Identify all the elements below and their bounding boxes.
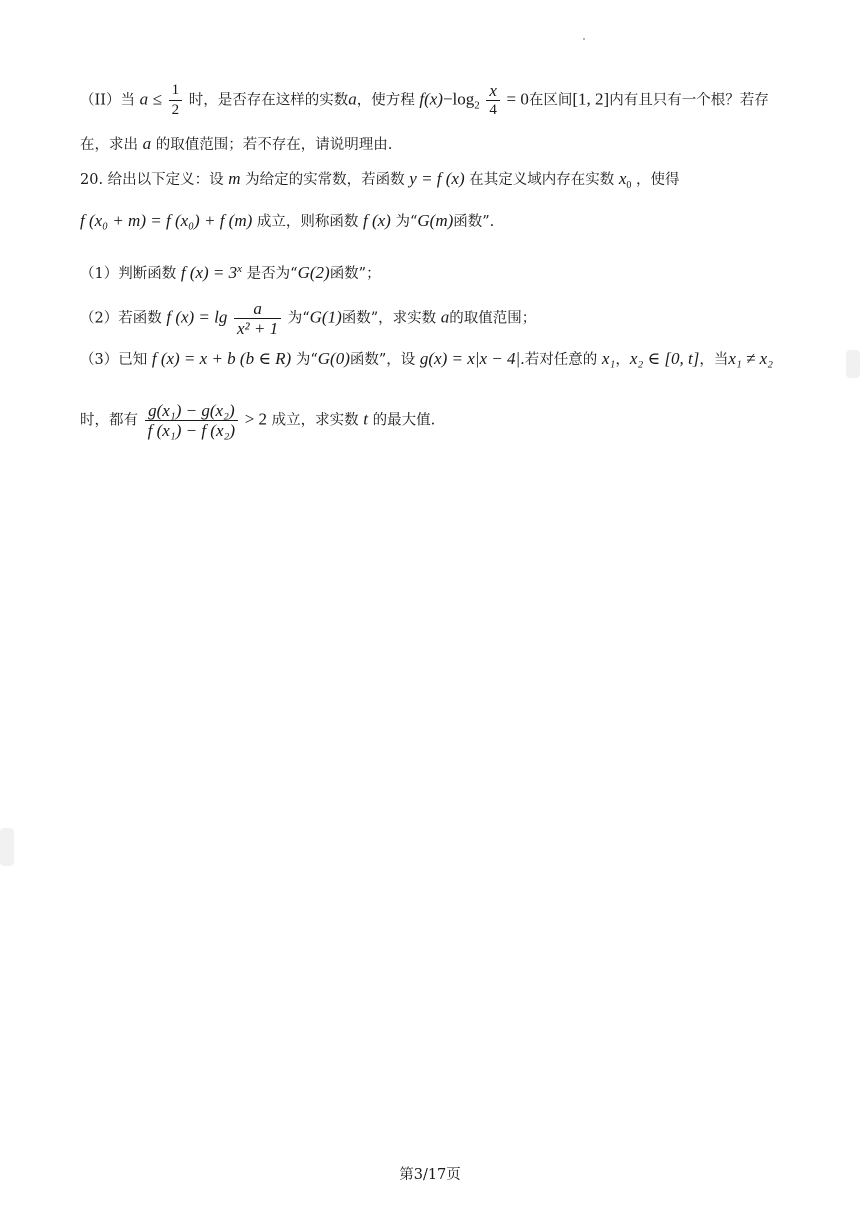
q19-line2-text-2: 的取值范围；若不存在，请说明理由. — [155, 137, 393, 153]
q19-text-3: 在区间 — [528, 92, 573, 109]
q20-intro-text-4: ，使得 — [636, 172, 680, 188]
q19-part2-label: （II）当 — [80, 92, 135, 109]
watermark-left — [0, 828, 14, 866]
q20-intro-x0-sub: 0 — [626, 179, 632, 191]
q19-line2-var: a — [142, 134, 152, 153]
q19-eq-right: = 0 — [506, 89, 529, 109]
q20-def-text-3: 函数”. — [453, 214, 495, 230]
q20-p2-num: a — [234, 300, 281, 319]
q19-line2-text-1: 在，求出 — [80, 137, 138, 153]
q19-cond-den: 2 — [171, 102, 180, 118]
q20-p2-text-1: 为“ — [287, 310, 310, 327]
q20-def-text-2: 为“ — [395, 214, 418, 230]
q20-p3-sep: ， — [615, 352, 630, 368]
q20-p2-fraction — [234, 300, 281, 337]
scan-speck — [583, 38, 585, 40]
q19-cond-le: ≤ — [152, 89, 163, 109]
q20-def-equation: f (x₀ + m) = f (x₀) + f (m) — [80, 211, 253, 230]
q20-p3-var-t: t — [363, 409, 368, 429]
q20-p3-neq: x₁ ≠ x₂ — [728, 349, 774, 368]
q20-p3-fraction — [145, 402, 238, 439]
q20-p3-label: （3）已知 — [80, 352, 148, 368]
q20-p1-g: G(2) — [297, 262, 330, 282]
q20-p3-g: G(0) — [317, 349, 350, 368]
q20-p3-line2-text-3: 的最大值. — [372, 412, 436, 429]
q19-frac-den: 4 — [489, 102, 497, 118]
q20-definition — [80, 210, 494, 233]
q19-frac-num: x — [486, 82, 500, 101]
q19-part2-line1 — [80, 82, 769, 119]
q19-text-2: ，使方程 — [356, 92, 415, 109]
q20-p1-exp: x — [237, 263, 243, 275]
q20-p2-text-3: 的取值范围； — [449, 310, 537, 327]
q20-p1-label: （1）判断函数 — [80, 265, 177, 282]
q20-p2-func: f (x) = lg — [166, 307, 228, 327]
q20-p2-g: G(1) — [309, 307, 342, 327]
q20-p1-func: f (x) = 3 — [180, 262, 238, 282]
q20-part3-line2 — [80, 402, 435, 439]
q20-def-g: G(m) — [417, 211, 454, 230]
q20-intro-func: y = f (x) — [409, 169, 465, 188]
q20-intro-x0: x — [618, 169, 627, 188]
q20-p3-text-4: ，当 — [699, 352, 729, 368]
watermark-right — [846, 350, 860, 378]
q20-p2-text-2: 函数”，求实数 — [341, 310, 437, 327]
q20-p3-x1: x₁ — [601, 349, 616, 368]
q20-p3-line2-text-2: 成立，求实数 — [271, 412, 359, 429]
q19-eq-fraction — [486, 82, 500, 119]
q20-intro — [80, 168, 680, 197]
q20-p1-text-2: 函数”； — [329, 265, 381, 282]
q20-intro-text-2: 为给定的实常数，若函数 — [245, 172, 405, 188]
q20-p3-gt: > 2 — [244, 409, 268, 429]
q19-interval: [1, 2] — [572, 89, 610, 109]
q19-cond-fraction — [169, 82, 183, 119]
q20-p3-text-3: .若对任意的 — [520, 352, 598, 368]
q20-p3-gfunc: g(x) = x|x − 4| — [419, 349, 521, 368]
q19-var-a: a — [348, 89, 357, 109]
q20-p3-x2: x₂ ∈ [0, t] — [629, 349, 700, 368]
q19-log-base: 2 — [474, 99, 480, 112]
q20-intro-text-1: 20. 给出以下定义：设 — [80, 172, 224, 188]
q19-cond-num: 1 — [169, 82, 183, 101]
q20-p2-den: x² + 1 — [237, 319, 279, 338]
q20-p1-text-1: 是否为“ — [246, 265, 298, 282]
q20-p2-var: a — [440, 307, 450, 327]
page-number: 第3/17页 — [399, 1167, 461, 1183]
q20-p2-label: （2）若函数 — [80, 310, 162, 327]
q19-eq-minus-log: −log — [442, 89, 475, 109]
q19-cond-var: a — [139, 89, 149, 109]
q20-part1 — [80, 258, 381, 285]
q20-p3-text-1: 为“ — [295, 352, 318, 368]
q20-part3-line1 — [80, 348, 773, 371]
q20-part2 — [80, 300, 536, 337]
q19-text-4: 内有且只有一个根？若存 — [609, 92, 769, 109]
q20-p3-text-2: 函数”，设 — [349, 352, 416, 368]
q20-p3-frac-num: g(x₁) − g(x₂) — [145, 402, 238, 421]
q20-def-func: f (x) — [363, 211, 391, 230]
q20-p3-line2-text-1: 时，都有 — [80, 412, 138, 429]
q19-eq-left: f(x) — [419, 89, 443, 109]
q19-part2-line2 — [80, 133, 392, 156]
q20-def-text-1: 成立，则称函数 — [256, 214, 359, 230]
q20-p3-func: f (x) = x + b (b ∈ R) — [151, 349, 292, 368]
q20-p3-frac-den: f (x₁) − f (x₂) — [147, 421, 236, 440]
q20-intro-text-3: 在其定义域内存在实数 — [469, 172, 615, 188]
q20-intro-m: m — [228, 169, 241, 188]
q19-text-1: 时，是否存在这样的实数 — [188, 92, 349, 109]
